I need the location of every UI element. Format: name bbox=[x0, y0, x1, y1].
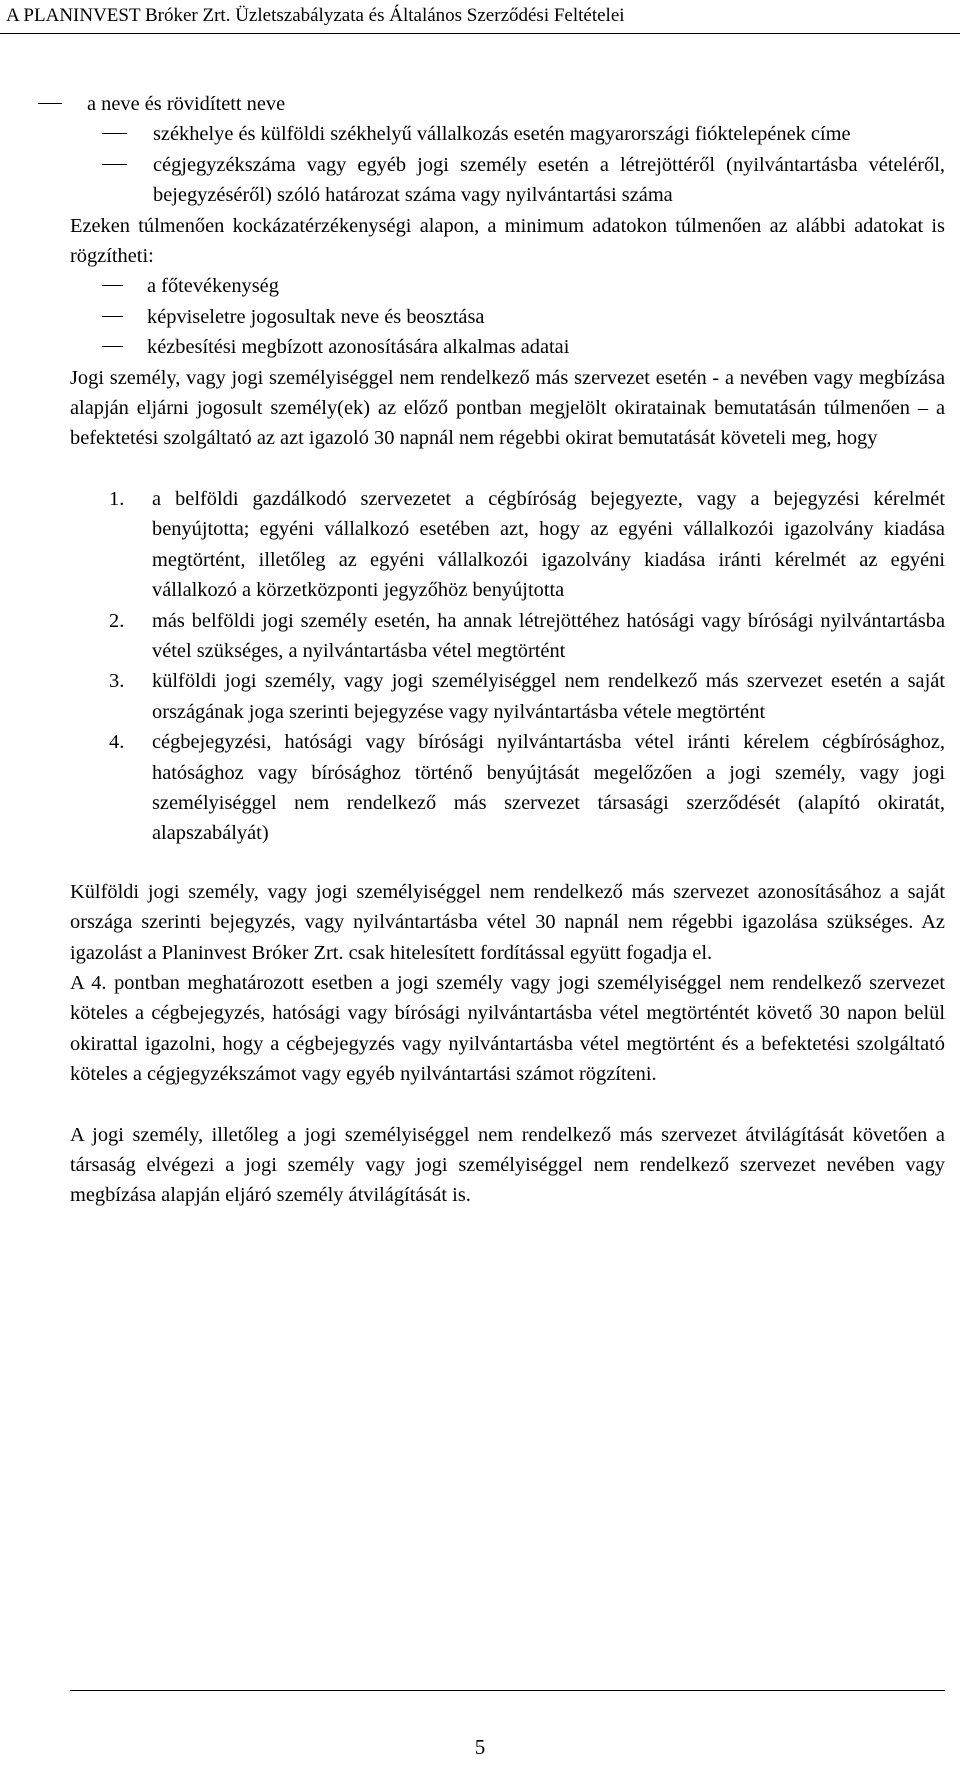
numbered-item: 2. más belföldi jogi személy esetén, ha annak létrejöttéhez hatósági vagy bírósági nyilvántartásba vétel szükséges, a nyilvántartásba vétel megtörtént bbox=[70, 606, 945, 667]
dash-bullet-icon bbox=[102, 133, 127, 134]
footer-divider bbox=[70, 1690, 945, 1691]
dash-bullet-icon bbox=[102, 346, 123, 347]
spacer bbox=[70, 849, 945, 877]
spacer bbox=[70, 1090, 945, 1120]
list-item: képviseletre jogosultak neve és beosztása bbox=[70, 302, 945, 332]
list-item: kézbesítési megbízott azonosítására alkalmas adatai bbox=[70, 332, 945, 362]
dash-bullet-icon bbox=[102, 285, 123, 286]
paragraph-legal-entity: Jogi személy, vagy jogi személyiséggel nem rendelkező más szervezet esetén - a nevében vagy megbízása alapján eljárni jogosult személy(ek) az előző pontban megjelölt okiratainak bemutatásán túlmenően – a befektetési szolgáltató az azt igazoló 30 napnál nem régebbi okirat bemutatását követeli meg, hogy bbox=[70, 366, 945, 450]
item-number: 2. bbox=[109, 609, 125, 632]
list-item: cégjegyzékszáma vagy egyéb jogi személy esetén a létrejöttéről (nyilvántartásba vételéről, bejegyzéséről) szóló határozat száma vagy nyilvántartási száma bbox=[70, 150, 945, 211]
list-item: székhelye és külföldi székhelyű vállalkozás esetén magyarországi fióktelepének címe bbox=[70, 119, 945, 149]
paragraph-foreign-entity: Külföldi jogi személy, vagy jogi személyiséggel nem rendelkező más szervezet azonosításához a saját országa szerinti bejegyzés, vagy nyilvántartásba vétel 30 napnál nem régebbi igazolása szükséges. Az igazolást a Planinvest Bróker Zrt. csak hitelesített fordítással együtt fogadja el. bbox=[70, 880, 945, 964]
paragraph-transparency: A jogi személy, illetőleg a jogi személyiséggel nem rendelkező más szervezet átvilágítását követően a társaság elvégezi a jogi személy vagy jogi személyiséggel nem rendelkező szervezet nevében vagy megbízása alapján eljáró személy átvilágítását is. bbox=[70, 1123, 945, 1207]
paragraph-point-4: A 4. pontban meghatározott esetben a jogi személy vagy jogi személyiséggel nem rendelkező szervezet köteles a cégbejegyzés, hatósági vagy bírósági nyilvántartásba vétel megtörténtét követő 30 napon belül okirattal igazolni, hogy a cégbejegyzés vagy nyilvántartásba vétel megtörtént és a befektetési szolgáltató köteles a cégjegyzékszámot vagy egyéb nyilvántartási számot rögzíteni. bbox=[70, 971, 945, 1086]
numbered-item: 3. külföldi jogi személy, vagy jogi személyiséggel nem rendelkező más szervezet esetén a saját országának joga szerinti bejegyzése vagy nyilvántartásba vétele megtörtént bbox=[70, 666, 945, 727]
list-item: a neve és rövidített neve bbox=[70, 89, 945, 119]
page-number: 5 bbox=[474, 1735, 486, 1759]
numbered-item: 1. a belföldi gazdálkodó szervezetet a cégbíróság bejegyezte, vagy a bejegyzési kérelmét benyújtotta; egyéni vállalkozó esetében azt, hogy az egyéni vállalkozói igazolvány kiadása megtörtént, illetőleg az egyéni vállalkozói igazolvány kiadása iránti kérelmét az egyéni vállalkozó a körzetközponti jegyzőhöz benyújtotta bbox=[70, 484, 945, 606]
numbered-item: 4. cégbejegyzési, hatósági vagy bírósági nyilvántartásba vétel iránti kérelem cégbírósághoz, hatósághoz vagy bírósághoz történő benyújtását megelőzően a jogi személy, vagy jogi személyiséggel nem rendelkező más szervezet társasági szerződését (alapító okiratát, alapszabályát) bbox=[70, 727, 945, 849]
dash-bullet-icon bbox=[102, 316, 123, 317]
document-header: A PLANINVEST Bróker Zrt. Üzletszabályzata és Általános Szerződési Feltételei bbox=[6, 5, 625, 26]
dash-bullet-icon bbox=[102, 164, 127, 165]
item-number: 3. bbox=[109, 670, 125, 693]
dash-bullet-icon bbox=[38, 103, 62, 104]
page-body bbox=[70, 89, 945, 1211]
header-divider bbox=[0, 33, 960, 34]
list-item: a főtevékenység bbox=[70, 271, 945, 301]
paragraph-additional-data: Ezeken túlmenően kockázatérzékenységi alapon, a minimum adatokon túlmenően az alábbi adatokat is rögzítheti: bbox=[70, 214, 945, 268]
item-number: 1. bbox=[109, 487, 125, 510]
spacer bbox=[70, 454, 945, 484]
item-number: 4. bbox=[109, 731, 125, 754]
